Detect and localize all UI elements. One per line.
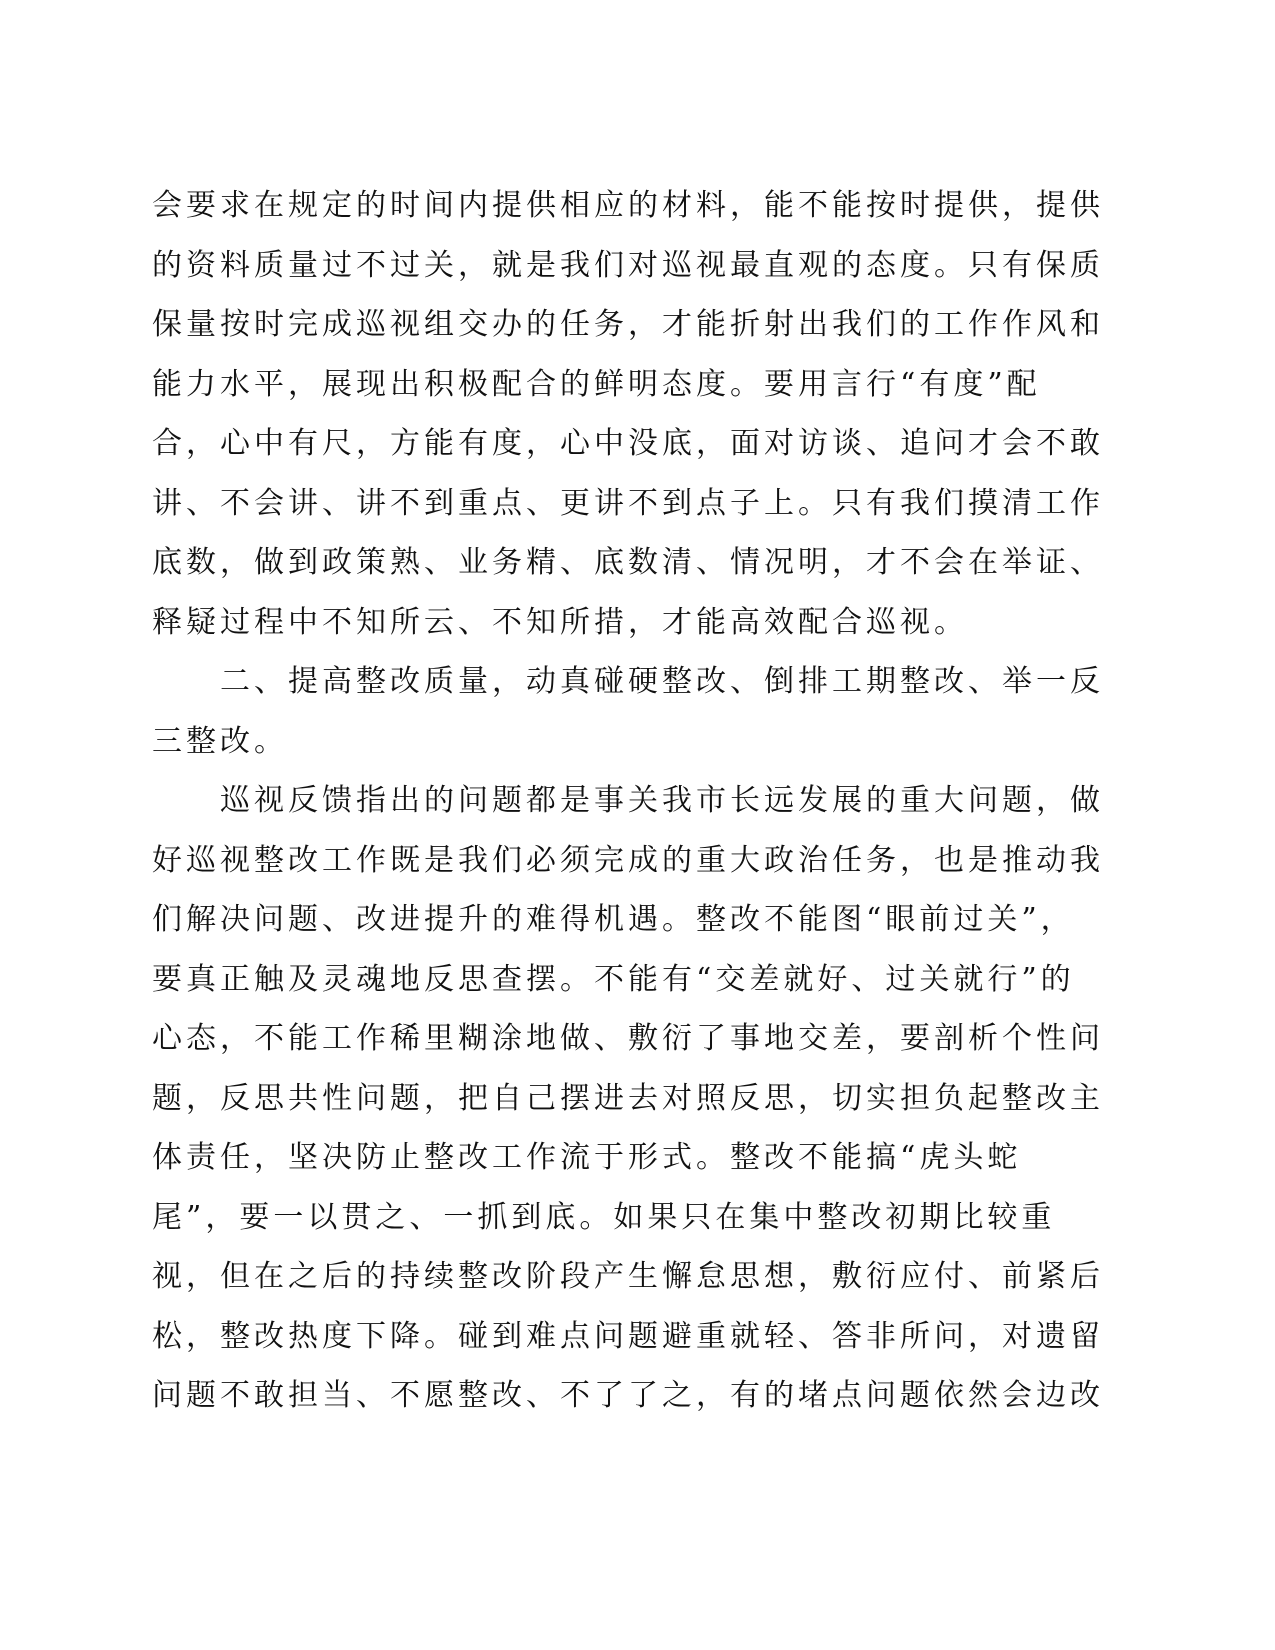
text-line: 能力水平，展现出积极配合的鲜明态度。要用言行“有度”配 [152,366,1041,402]
text-line: 心态，不能工作稀里糊涂地做、敷衍了事地交差，要剖析个性问 [152,1021,1104,1056]
text-line: 体责任，坚决防止整改工作流于形式。整改不能搞“虎头蛇 [152,1140,1022,1175]
text-line: 的资料质量过不过关，就是我们对巡视最直观的态度。只有保质 [152,247,1104,283]
text-line: 保量按时完成巡视组交办的任务，才能折射出我们的工作作风和 [152,307,1104,342]
heading-line: 三整改。 [152,723,288,759]
text-line: 们解决问题、改进提升的难得机遇。整改不能图“眼前过关”， [152,902,1075,937]
heading-line: 二、提高整改质量，动真碰硬整改、倒排工期整改、举一反 [152,664,1104,699]
text-line: 要真正触及灵魂地反思查摆。不能有“交差就好、过关就行”的 [152,961,1075,997]
text-line: 松，整改热度下降。碰到难点问题避重就轻、答非所问，对遗留 [152,1318,1104,1354]
section-heading-2 [152,652,1106,771]
text-line: 底数，做到政策熟、业务精、底数清、情况明，才不会在举证、 [152,545,1104,580]
text-line: 讲、不会讲、讲不到重点、更讲不到点子上。只有我们摸清工作 [152,485,1104,521]
text-line: 题，反思共性问题，把自己摆进去对照反思，切实担负起整改主 [152,1080,1104,1116]
text-line: 视，但在之后的持续整改阶段产生懈怠思想，敷衍应付、前紧后 [152,1259,1104,1294]
text-line: 好巡视整改工作既是我们必须完成的重大政治任务，也是推动我 [152,842,1104,878]
text-line: 会要求在规定的时间内提供相应的材料，能不能按时提供，提供 [152,188,1104,223]
text-line: 尾”，要一以贯之、一抓到底。如果只在集中整改初期比较重 [152,1199,1056,1235]
text-line: 巡视反馈指出的问题都是事关我市长远发展的重大问题，做 [152,783,1104,818]
text-line: 释疑过程中不知所云、不知所措，才能高效配合巡视。 [152,604,968,640]
text-line: 合，心中有尺，方能有度，心中没底，面对访谈、追问才会不敢 [152,426,1104,461]
paragraph-3 [152,771,1106,1426]
text-line: 问题不敢担当、不愿整改、不了了之，有的堵点问题依然会边改 [152,1378,1104,1413]
paragraph-1 [152,176,1106,652]
